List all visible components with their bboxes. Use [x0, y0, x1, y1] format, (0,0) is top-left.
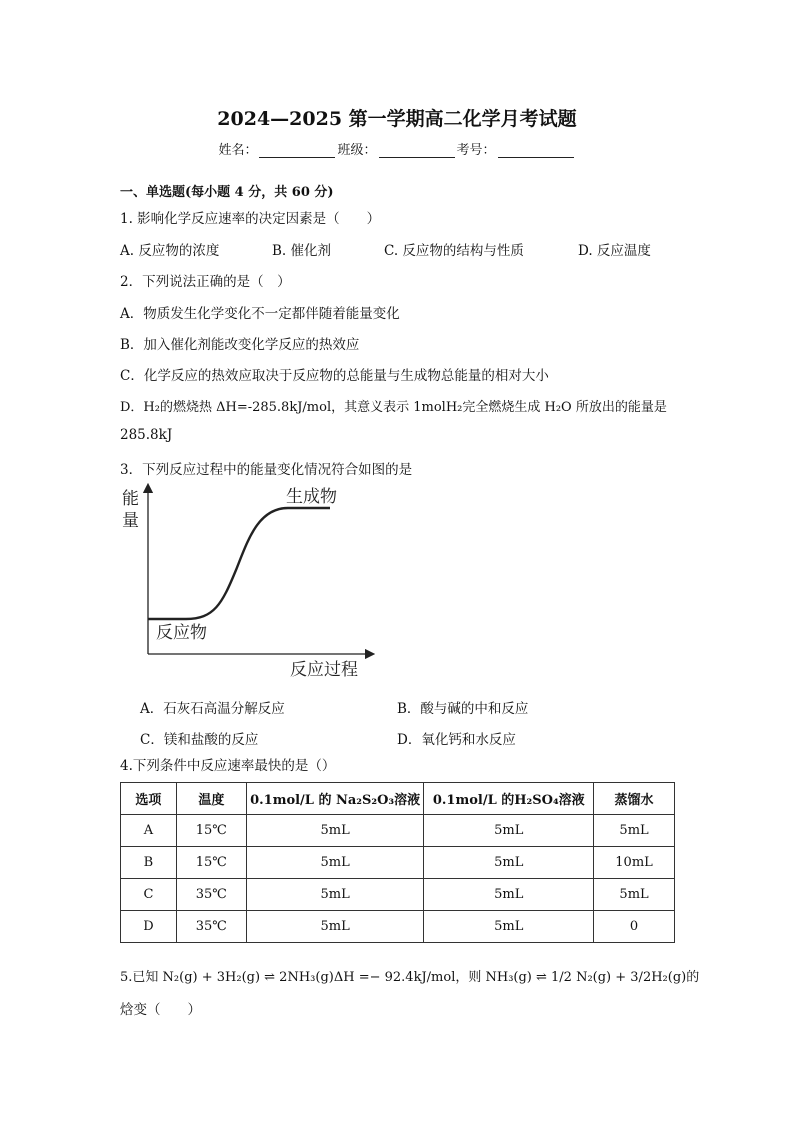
table-row — [121, 879, 675, 911]
table-cell: 10mL — [594, 847, 675, 879]
exam-title: 2024—2025 第一学期高二化学月考试题 — [217, 108, 577, 130]
table-header-row — [121, 783, 675, 815]
student-info-line — [0, 139, 794, 158]
number-blank[interactable] — [498, 143, 574, 158]
q3-option-b: B．酸与碱的中和反应 — [397, 701, 529, 717]
table-cell: 5mL — [246, 911, 424, 943]
table-cell: 5mL — [424, 911, 594, 943]
table-row — [121, 847, 675, 879]
class-blank[interactable] — [379, 143, 455, 158]
q2-option-a: A．物质发生化学变化不一定都伴随着能量变化 — [120, 306, 400, 322]
table-cell: 15℃ — [176, 815, 246, 847]
header-option: 选项 — [121, 783, 177, 815]
product-label: 生成物 — [286, 487, 337, 507]
table-cell: 15℃ — [176, 847, 246, 879]
table-cell: 5mL — [246, 847, 424, 879]
table-cell: 5mL — [594, 815, 675, 847]
y-label-1: 能 — [122, 489, 139, 509]
header-na2s2o3: 0.1mol/L 的 Na₂S₂O₃溶液 — [246, 783, 424, 815]
section-heading: 一、单选题(每小题 4 分，共 60 分) — [120, 185, 334, 200]
table-cell: A — [121, 815, 177, 847]
table-cell: 5mL — [424, 847, 594, 879]
q4-stem: 4.下列条件中反应速率最快的是（） — [120, 758, 336, 774]
table-row — [121, 911, 675, 943]
energy-curve — [148, 508, 330, 619]
q1-option-c: C. 反应物的结构与性质 — [384, 243, 524, 259]
table-cell: 5mL — [594, 879, 675, 911]
header-water: 蒸馏水 — [594, 783, 675, 815]
table-cell: 5mL — [424, 879, 594, 911]
reaction-conditions-table — [120, 782, 675, 943]
table-cell: 5mL — [246, 815, 424, 847]
q2-option-d-cont: 285.8kJ — [120, 427, 173, 443]
energy-diagram — [118, 482, 378, 682]
y-label-2: 量 — [122, 511, 139, 531]
q1-option-a: A. 反应物的浓度 — [120, 243, 220, 259]
table-cell: 0 — [594, 911, 675, 943]
q5-stem: 5.已知 N₂(g) + 3H₂(g) ⇌ 2NH₃(g)ΔH =− 92.4kJ/mol，则 NH₃(g) ⇌ 1/2 N₂(g) + 3/2H₂(g)的 — [120, 970, 700, 985]
q1-stem: 1. 影响化学反应速率的决定因素是（ ） — [120, 211, 381, 227]
reactant-label: 反应物 — [156, 623, 207, 643]
q3-stem: 3．下列反应过程中的能量变化情况符合如图的是 — [120, 462, 413, 478]
table-row — [121, 815, 675, 847]
q2-stem: 2．下列说法正确的是（ ） — [120, 274, 291, 290]
table-cell: 5mL — [246, 879, 424, 911]
q2-option-c: C．化学反应的热效应取决于反应物的总能量与生成物总能量的相对大小 — [120, 368, 549, 384]
class-label: 班级： — [337, 143, 377, 158]
table-cell: D — [121, 911, 177, 943]
table-cell: 5mL — [424, 815, 594, 847]
q3-option-d: D．氧化钙和水反应 — [397, 732, 516, 748]
q2-option-b: B．加入催化剂能改变化学反应的热效应 — [120, 337, 360, 353]
name-label: 姓名： — [218, 143, 258, 158]
number-label: 考号： — [456, 143, 496, 158]
header-temperature: 温度 — [176, 783, 246, 815]
q2-option-d: D．H₂的燃烧热 ΔH=-285.8kJ/mol，其意义表示 1molH₂完全燃烧生成 H₂O 所放出的能量是 — [120, 400, 667, 415]
table-cell: C — [121, 879, 177, 911]
table-cell: 35℃ — [176, 911, 246, 943]
table-cell: 35℃ — [176, 879, 246, 911]
x-label: 反应过程 — [290, 660, 358, 680]
q1-option-d: D. 反应温度 — [578, 243, 651, 259]
name-blank[interactable] — [259, 143, 335, 158]
q3-option-c: C．镁和盐酸的反应 — [140, 732, 259, 748]
q3-option-a: A．石灰石高温分解反应 — [140, 701, 285, 717]
header-h2so4: 0.1mol/L 的H₂SO₄溶液 — [424, 783, 594, 815]
q5-stem-cont: 焓变（ ） — [120, 1002, 201, 1018]
table-cell: B — [121, 847, 177, 879]
q1-option-b: B. 催化剂 — [272, 243, 332, 259]
